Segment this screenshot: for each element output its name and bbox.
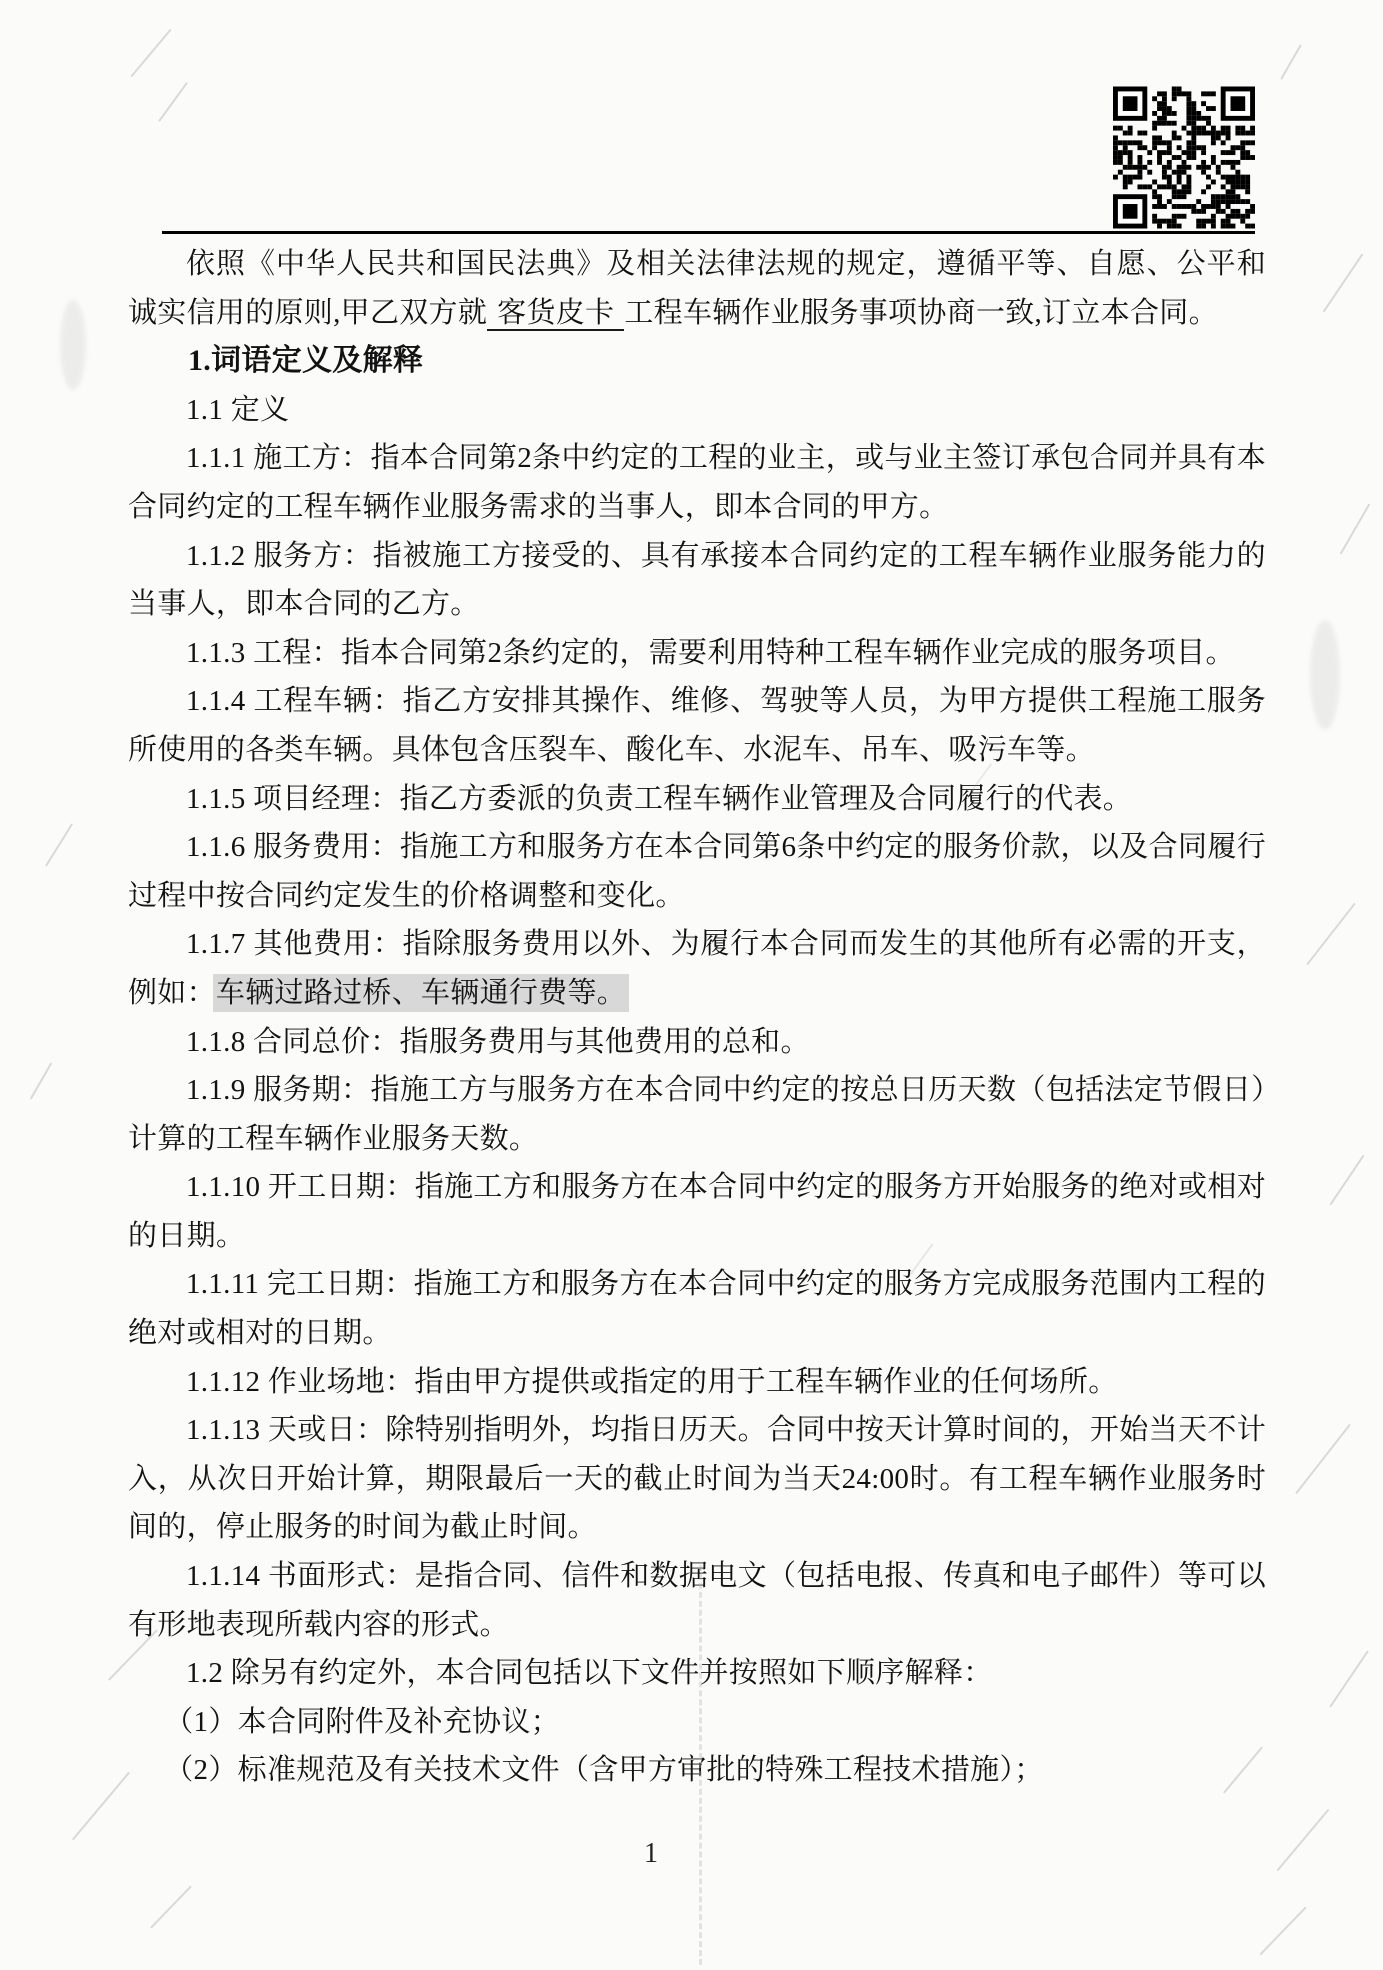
clause-1-1-14: 1.1.14 书面形式：是指合同、信件和数据电文（包括电报、传真和电子邮件）等可以有形地表现所载内容的形式。 — [128, 1560, 1266, 1641]
clause-1-2: 1.2 除另有约定外，本合同包括以下文件并按照如下顺序解释： — [186, 1657, 993, 1690]
clause-1-1-6: 1.1.6 服务费用：指施工方和服务方在本合同第6条中约定的服务价款，以及合同履行过程中按合同约定发生的价格调整和变化。 — [128, 831, 1266, 912]
clause-1-1-5: 1.1.5 项目经理：指乙方委派的负责工程车辆作业管理及合同履行的代表。 — [186, 782, 1133, 815]
intro-post: 工程车辆作业服务事项协商一致,订立本合同。 — [624, 296, 1218, 329]
intro-pre: 依照《中华人民共和国民法典》及相关法律法规的规定，遵循平等、自愿、公平和诚实信用的原则,甲乙双方就 — [128, 248, 1266, 329]
clause-1-1-4: 1.1.4 工程车辆：指乙方安排其操作、维修、驾驶等人员，为甲方提供工程施工服务所使用的各类车辆。具体包含压裂车、酸化车、水泥车、吊车、吸污车等。 — [128, 685, 1266, 766]
clause-1-1-12: 1.1.12 作业场地：指由甲方提供或指定的用于工程车辆作业的任何场所。 — [186, 1365, 1118, 1398]
clause-heading-definitions: 1.词语定义及解释 — [188, 344, 424, 378]
qr-code-image — [1113, 83, 1255, 232]
clause-1-1-7 — [128, 920, 1266, 1017]
list-item-1: （1）本合同附件及补充协议； — [164, 1705, 560, 1738]
clause-1-1-7-text: 1.1.7 其他费用：指除服务费用以外、为履行本合同而发生的其他所有必需的开支，例如： — [128, 928, 1266, 1009]
clause-1-1-3: 1.1.3 工程：指本合同第2条约定的，需要利用特种工程车辆作业完成的服务项目。 — [186, 636, 1235, 669]
contract-body — [128, 240, 1266, 1795]
page-number: 1 — [644, 1838, 658, 1869]
clause-1-1-8: 1.1.8 合同总价：指服务费用与其他费用的总和。 — [186, 1025, 810, 1058]
list-item-2: （2）标准规范及有关技术文件（含甲方审批的特殊工程技术措施）； — [164, 1754, 1044, 1787]
header-rule — [162, 231, 1255, 234]
clause-1-1-2: 1.1.2 服务方：指被施工方接受的、具有承接本合同约定的工程车辆作业服务能力的当事人，即本合同的乙方。 — [128, 539, 1266, 621]
clause-1-1: 1.1 定义 — [186, 393, 290, 426]
clause-1-1-9: 1.1.9 服务期：指施工方与服务方在本合同中约定的按总日历天数（包括法定节假日）计算的工程车辆作业服务天数。 — [128, 1074, 1266, 1155]
clause-1-1-1: 1.1.1 施工方：指本合同第2条中约定的工程的业主，或与业主签订承包合同并具有本合同约定的工程车辆作业服务需求的当事人，即本合同的甲方。 — [128, 442, 1266, 523]
fold-mark — [699, 1565, 702, 1965]
clause-1-1-10: 1.1.10 开工日期：指施工方和服务方在本合同中约定的服务方开始服务的绝对或相对的日期。 — [128, 1171, 1266, 1252]
intro-paragraph — [128, 240, 1266, 337]
highlighted-text: 车辆过路过桥、车辆通行费等。 — [215, 976, 627, 1009]
clause-1-1-13: 1.1.13 天或日：除特别指明外，均指日历天。合同中按天计算时间的，开始当天不计入，从次日开始计算，期限最后一天的截止时间为当天24:00时。有工程车辆作业服务时间的，停止服务的时间为截止时间。 — [128, 1414, 1266, 1544]
clause-1-1-11: 1.1.11 完工日期：指施工方和服务方在本合同中约定的服务方完成服务范围内工程的绝对或相对的日期。 — [128, 1268, 1266, 1350]
fill-in-blank: 客货皮卡 — [487, 297, 624, 331]
